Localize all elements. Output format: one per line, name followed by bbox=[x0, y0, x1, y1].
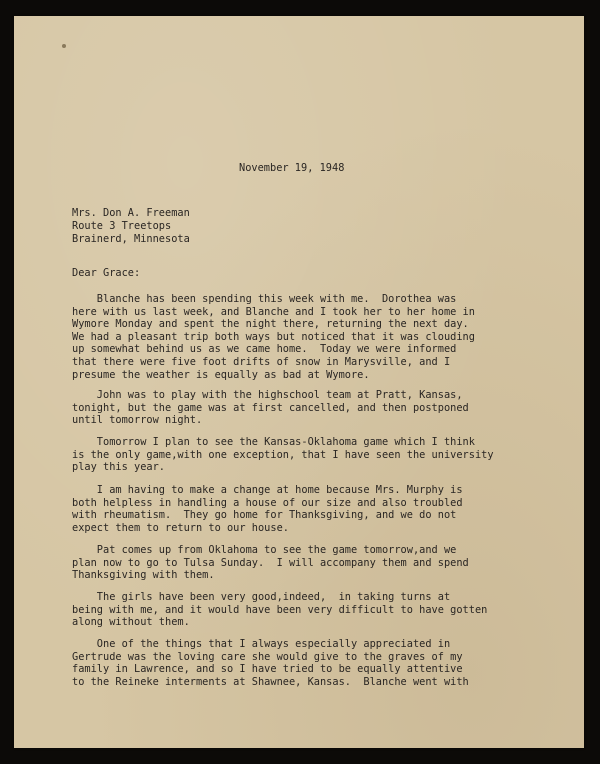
text-line: Gertrude was the loving care she would give to the graves of my bbox=[72, 650, 463, 663]
text-line: up somewhat behind us as we came home. Today we were informed bbox=[72, 343, 457, 356]
paragraph bbox=[72, 591, 562, 629]
text-line: The girls have been very good,indeed, in taking turns at bbox=[72, 591, 451, 603]
text-line: Tomorrow I plan to see the Kansas-Oklahoma game which I think bbox=[72, 436, 475, 448]
text-line: here with us last week, and Blanche and I took her to her home in bbox=[72, 305, 475, 318]
text-line: along without them. bbox=[72, 616, 190, 629]
address-line: Mrs. Don A. Freeman bbox=[72, 207, 190, 219]
text-line: is the only game,with one exception, that I have seen the university bbox=[72, 448, 494, 461]
text-line: Wymore Monday and spent the night there, returning the next day. bbox=[72, 318, 469, 331]
paragraph bbox=[72, 389, 562, 427]
text-line: John was to play with the highschool team at Pratt, Kansas, bbox=[72, 389, 463, 401]
text-line: that there were five foot drifts of snow in Marysville, and I bbox=[72, 355, 451, 368]
text-line: being with me, and it would have been very difficult to have gotten bbox=[72, 603, 488, 616]
text-line: We had a pleasant trip both ways but noticed that it was clouding bbox=[72, 330, 475, 343]
text-line: Pat comes up from Oklahoma to see the game tomorrow,and we bbox=[72, 544, 457, 556]
text-line: play this year. bbox=[72, 461, 165, 474]
text-line: I am having to make a change at home because Mrs. Murphy is bbox=[72, 484, 463, 496]
paragraph bbox=[72, 293, 562, 381]
text-line: with rheumatism. They go home for Thanksgiving, and we do not bbox=[72, 509, 457, 522]
address-line: Brainerd, Minnesota bbox=[72, 233, 190, 245]
typed-letter bbox=[14, 16, 584, 748]
address-line: Route 3 Treetops bbox=[72, 220, 172, 232]
paragraph bbox=[72, 544, 562, 582]
text-line: until tomorrow night. bbox=[72, 414, 203, 427]
text-line: presume the weather is equally as bad at Wymore. bbox=[72, 368, 370, 381]
text-line: tonight, but the game was at first cancelled, and then postponed bbox=[72, 401, 469, 414]
text-line: One of the things that I always especially appreciated in bbox=[72, 638, 451, 650]
text-line: Thanksgiving with them. bbox=[72, 569, 215, 582]
text-line: Blanche has been spending this week with me. Dorothea was bbox=[72, 293, 457, 305]
text-line: expect them to return to our house. bbox=[72, 521, 289, 534]
text-line: to the Reineke interments at Shawnee, Kansas. Blanche went with bbox=[72, 675, 469, 688]
paragraph bbox=[72, 638, 562, 688]
letter-date: November 19, 1948 bbox=[239, 162, 345, 174]
paragraph bbox=[72, 484, 562, 534]
salutation: Dear Grace: bbox=[72, 267, 141, 279]
text-line: both helpless in handling a house of our size and also troubled bbox=[72, 496, 463, 509]
text-line: family in Lawrence, and so I have tried to be equally attentive bbox=[72, 663, 463, 676]
text-line: plan now to go to Tulsa Sunday. I will accompany them and spend bbox=[72, 556, 469, 569]
paragraph bbox=[72, 436, 562, 474]
letter-page bbox=[14, 16, 584, 748]
